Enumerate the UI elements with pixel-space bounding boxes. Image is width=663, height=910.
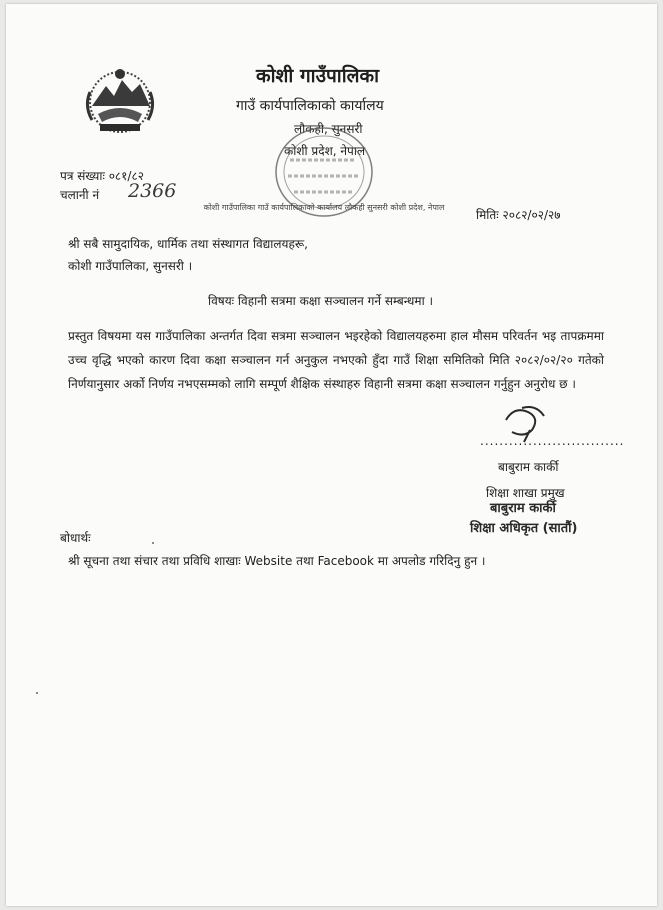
paper-speck [152,542,154,544]
letter-date: मितिः २०८२/०२/२७ [476,208,561,222]
letter-sheet [6,4,657,906]
org-name: कोशी गाउँपालिका [256,65,380,87]
signature-line: .............................. [480,434,625,448]
cc-text: श्री सूचना तथा संचार तथा प्रविधि शाखाः Website तथा Facebook मा अपलोड गरिदिनु हुन । [68,554,486,568]
dispatch-label: चलानी नं [60,188,100,202]
stamp-text: कोशी गाउँपालिका गाउँ कार्यपालिकाको कार्यालय लौकही सुनसरी कोशी प्रदेश, नेपाल [203,203,445,212]
office-name: गाउँ कार्यपालिकाको कार्यालय [236,98,384,114]
stamp-signatory-name: बाबुराम कार्की [490,501,556,516]
letter-subject: विषयः विहानी सत्रमा कक्षा सञ्चालन गर्ने सम्बन्धमा । [208,294,434,308]
recipient-line-1: श्री सबै सामुदायिक, धार्मिक तथा संस्थागत विद्यालयहरू, [68,237,309,251]
letter-body: प्रस्तुत विषयमा यस गाउँपालिका अन्तर्गत दिवा सत्रमा सञ्चालन भइरहेको विद्यालयहरुमा हाल मौसम परिवर्तन भइ तापक्रममा उच्च वृद्धि भएको कारण दिवा कक्षा सञ्चालन गर्न अनुकुल नभएको हुँदा गाउँ शिक्षा समितिको मिति २०८२/०२/२० गतेको निर्णयानुसार अर्को निर्णय नभएसम्मको लागि सम्पूर्ण शैक्षिक संस्थाहरु विहानी सत्रमा कक्षा सञ्चालन गर्नुहुन अनुरोध छ । [68,329,604,391]
province-line: कोशी प्रदेश, नेपाल [284,144,366,158]
letter-reference-number: पत्र संख्याः ०८१/८२ [60,169,144,183]
dispatch-number-handwritten: 2366 [128,180,177,202]
recipient-line-2: कोशी गाउँपालिका, सुनसरी । [68,259,193,273]
nepal-emblem-icon [78,62,162,140]
stamp-signatory-title: शिक्षा अधिकृत (सातौं) [470,521,578,536]
signatory-name: बाबुराम कार्की [498,460,559,474]
office-stamp [203,122,445,222]
cc-label: बोधार्थः [60,531,91,545]
signatory-title: शिक्षा शाखा प्रमुख [486,486,565,500]
location-line: लौकही, सुनसरी [294,122,363,136]
paper-speck [36,692,38,694]
